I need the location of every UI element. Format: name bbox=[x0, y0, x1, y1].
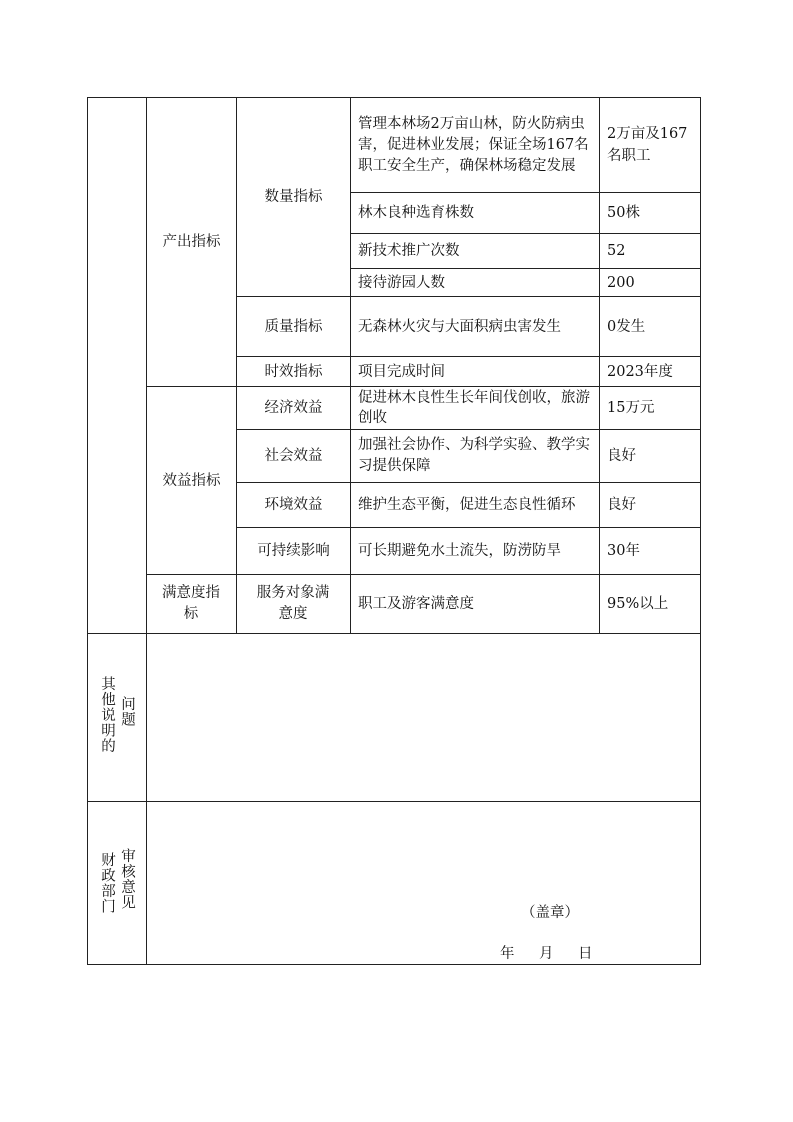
benefit-row-2-label: 社会效益 bbox=[264, 448, 323, 464]
quantity-row-4-content: 接待游园人数 bbox=[358, 274, 445, 291]
finance-review-label-col2: 审核意见 bbox=[119, 848, 135, 910]
quantity-row-3-content: 新技术推广次数 bbox=[358, 243, 460, 259]
other-notes-label-col2: 问题 bbox=[119, 696, 135, 727]
benefit-row-3-label: 环境效益 bbox=[264, 497, 323, 513]
benefit-row-2-value: 良好 bbox=[607, 448, 636, 464]
other-notes-label bbox=[92, 676, 142, 766]
output-indicators-label: 产出指标 bbox=[162, 234, 221, 250]
benefit-row-4-content: 可长期避免水土流失，防涝防旱 bbox=[358, 543, 561, 559]
seal-text: （盖章） bbox=[521, 905, 579, 921]
satisfaction-sub-label: 服务对象满意度 bbox=[256, 585, 330, 622]
benefit-row-1-value: 15万元 bbox=[607, 400, 655, 416]
other-notes-label-col1: 其他说明的 bbox=[99, 676, 115, 754]
other-notes-content bbox=[147, 634, 700, 801]
satisfaction-content: 职工及游客满意度 bbox=[358, 596, 474, 612]
quantity-indicator-label: 数量指标 bbox=[264, 189, 323, 205]
benefit-row-3-value: 良好 bbox=[607, 497, 636, 513]
quantity-row-2-value: 50株 bbox=[607, 205, 640, 221]
quality-value: 0发生 bbox=[607, 318, 646, 335]
timeliness-value: 2023年度 bbox=[607, 363, 673, 380]
quantity-row-4-value: 200 bbox=[607, 274, 635, 291]
benefit-row-1-label: 经济效益 bbox=[264, 400, 323, 416]
date-year: 年 bbox=[500, 946, 515, 962]
quantity-row-2-content: 林木良种选育株数 bbox=[358, 205, 474, 221]
date-month: 月 bbox=[539, 946, 554, 962]
quality-indicator-label: 质量指标 bbox=[264, 318, 323, 335]
date-day: 日 bbox=[578, 946, 593, 962]
benefit-row-4-label: 可持续影响 bbox=[257, 543, 330, 559]
quality-content: 无森林火灾与大面积病虫害发生 bbox=[358, 318, 561, 335]
quantity-row-3-value: 52 bbox=[607, 243, 626, 259]
satisfaction-value: 95%以上 bbox=[607, 596, 669, 612]
benefit-row-4-value: 30年 bbox=[607, 543, 640, 559]
quantity-row-1-content: 管理本林场2万亩山林，防火防病虫害，促进林业发展；保证全场167名职工安全生产，确保林场稳定发展 bbox=[358, 115, 589, 174]
quantity-row-1-value: 2万亩及167名职工 bbox=[607, 126, 688, 164]
finance-review-label bbox=[92, 848, 142, 938]
satisfaction-indicator-label: 满意度指标 bbox=[162, 585, 220, 622]
benefit-row-1-content: 促进林木良性生长年间伐创收，旅游创收 bbox=[358, 390, 590, 426]
benefit-row-3-content: 维护生态平衡，促进生态良性循环 bbox=[358, 497, 576, 513]
finance-review-content bbox=[147, 802, 700, 964]
finance-review-label-col1: 财政部门 bbox=[99, 852, 115, 914]
timeliness-indicator-label: 时效指标 bbox=[264, 363, 323, 380]
timeliness-content: 项目完成时间 bbox=[358, 363, 445, 380]
benefit-indicators-label: 效益指标 bbox=[162, 472, 221, 489]
benefit-row-2-content: 加强社会协作、为科学实验、教学实习提供保障 bbox=[358, 437, 590, 474]
